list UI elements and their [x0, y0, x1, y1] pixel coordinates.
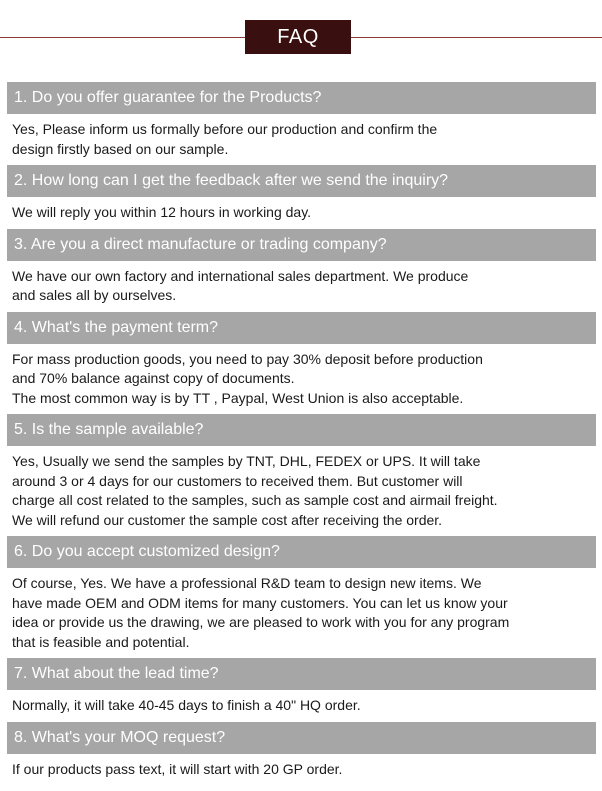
faq-answer	[7, 568, 596, 658]
faq-header	[0, 0, 602, 70]
faq-question: 2. How long can I get the feedback after we send the inquiry?	[7, 165, 596, 197]
faq-answer	[7, 114, 596, 165]
faq-answer-line: Yes, Usually we send the samples by TNT, DHL, FEDEX or UPS. It will take	[12, 453, 481, 469]
faq-answer-line: The most common way is by TT , Paypal, West Union is also acceptable.	[12, 389, 464, 406]
faq-answer-line: design firstly based on our sample.	[12, 140, 229, 157]
faq-item	[7, 165, 596, 229]
faq-answer-line: idea or provide us the drawing, we are pleased to work with you for any program	[12, 614, 510, 630]
faq-answer-line: We have our own factory and international sales department. We produce	[12, 267, 469, 284]
faq-answer-line: Yes, Please inform us formally before our production and confirm the	[12, 121, 438, 137]
faq-answer	[7, 344, 596, 415]
faq-answer-line: Of course, Yes. We have a professional R&D team to design new items. We	[12, 575, 482, 591]
faq-answer	[7, 446, 596, 536]
faq-item	[7, 82, 596, 165]
faq-answer	[7, 197, 596, 229]
faq-answer-line: If our products pass text, it will start with 20 GP order.	[12, 760, 343, 777]
faq-answer	[7, 754, 596, 786]
faq-question: 5. Is the sample available?	[7, 414, 596, 446]
faq-answer-line: around 3 or 4 days for our customers to received them. But customer will	[12, 472, 463, 489]
faq-answer-line: Normally, it will take 40-45 days to finish a 40" HQ order.	[12, 697, 361, 713]
page-title: FAQ	[245, 20, 351, 54]
faq-question: 7. What about the lead time?	[7, 658, 596, 690]
faq-answer-line: that is feasible and potential.	[12, 633, 190, 650]
faq-answer-line: and 70% balance against copy of documents.	[12, 370, 295, 386]
faq-item	[7, 312, 596, 415]
faq-item	[7, 229, 596, 312]
faq-item	[7, 722, 596, 786]
faq-question: 3. Are you a direct manufacture or trading company?	[7, 229, 596, 261]
faq-item	[7, 536, 596, 658]
faq-answer-line: have made OEM and ODM items for many customers. You can let us know your	[12, 594, 508, 611]
faq-answer-line: charge all cost related to the samples, such as sample cost and airmail freight.	[12, 492, 498, 508]
faq-question: 1. Do you offer guarantee for the Products?	[7, 82, 596, 114]
faq-question: 6. Do you accept customized design?	[7, 536, 596, 568]
faq-answer	[7, 690, 596, 722]
faq-answer-line: and sales all by ourselves.	[12, 287, 177, 303]
faq-item	[7, 414, 596, 536]
faq-answer-line: We will refund our customer the sample cost after receiving the order.	[12, 511, 443, 528]
faq-item	[7, 658, 596, 722]
faq-answer-line: We will reply you within 12 hours in working day.	[12, 204, 312, 220]
faq-answer-line: For mass production goods, you need to pay 30% deposit before production	[12, 350, 483, 367]
faq-question: 4. What's the payment term?	[7, 312, 596, 344]
faq-question: 8. What's your MOQ request?	[7, 722, 596, 754]
faq-answer	[7, 261, 596, 312]
faq-list	[7, 82, 596, 785]
